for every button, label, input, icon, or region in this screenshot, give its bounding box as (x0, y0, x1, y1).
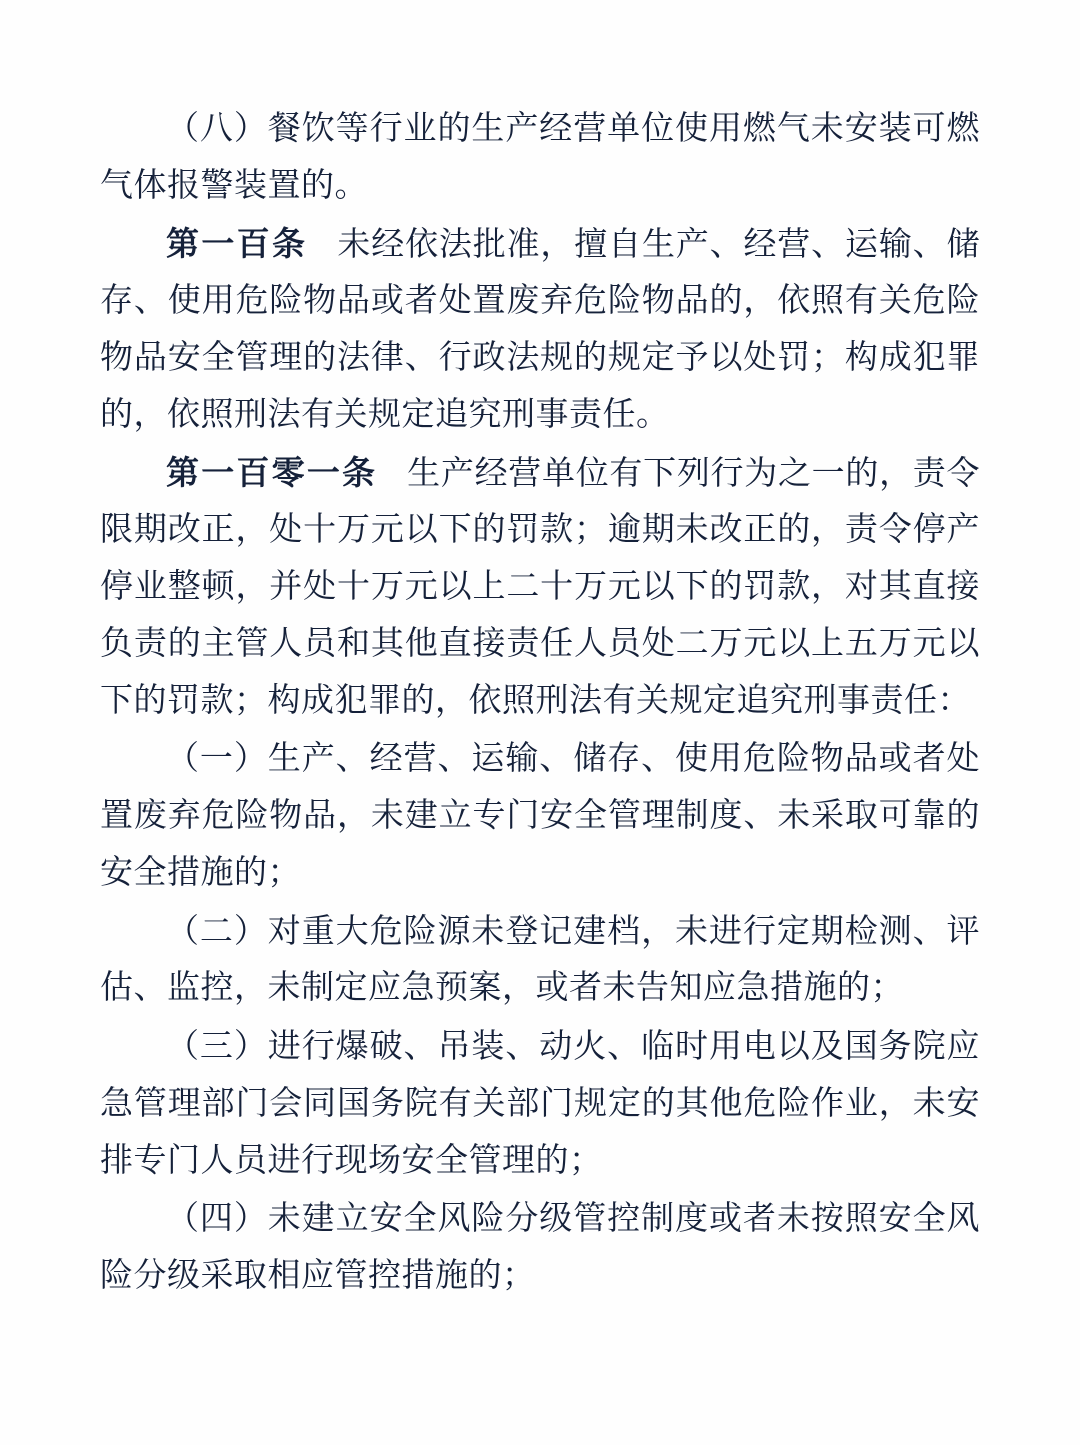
article-paragraph (100, 445, 980, 729)
list-item (100, 1190, 980, 1304)
list-item (100, 100, 980, 214)
article-label: 第一百条 (166, 223, 308, 263)
list-item (100, 730, 980, 900)
list-item-text: （三）进行爆破、吊装、动火、临时用电以及国务院应急管理部门会同国务院有关部门规定的其他危险作业，未安排专门人员进行现场安全管理的； (100, 1026, 980, 1179)
list-item (100, 1018, 980, 1188)
article-text: 未经依法批准，擅自生产、经营、运输、储存、使用危险物品或者处置废弃危险物品的，依照有关危险物品安全管理的法律、行政法规的规定予以处罚；构成犯罪的，依照刑法有关规定追究刑事责任。 (100, 223, 981, 433)
list-item-text: （四）未建立安全风险分级管控制度或者未按照安全风险分级采取相应管控措施的； (100, 1198, 980, 1294)
list-item-text: （二）对重大危险源未登记建档，未进行定期检测、评估、监控，未制定应急预案，或者未告知应急措施的； (100, 910, 980, 1007)
article-paragraph (100, 216, 980, 443)
article-text: 生产经营单位有下列行为之一的，责令限期改正，处十万元以下的罚款；逾期未改正的，责令停产停业整顿，并处十万元以上二十万元以下的罚款，对其直接负责的主管人员和其他直接责任人员处二万元以上五万元以下的罚款；构成犯罪的，依照刑法有关规定追究刑事责任： (100, 452, 981, 719)
list-item-text: （八）餐饮等行业的生产经营单位使用燃气未安装可燃气体报警装置的。 (100, 108, 980, 204)
article-label: 第一百零一条 (166, 452, 378, 492)
document-body (100, 100, 980, 1304)
list-item (100, 903, 980, 1017)
list-item-text: （一）生产、经营、运输、储存、使用危险物品或者处置废弃危险物品，未建立专门安全管理制度、未采取可靠的安全措施的； (100, 738, 980, 891)
